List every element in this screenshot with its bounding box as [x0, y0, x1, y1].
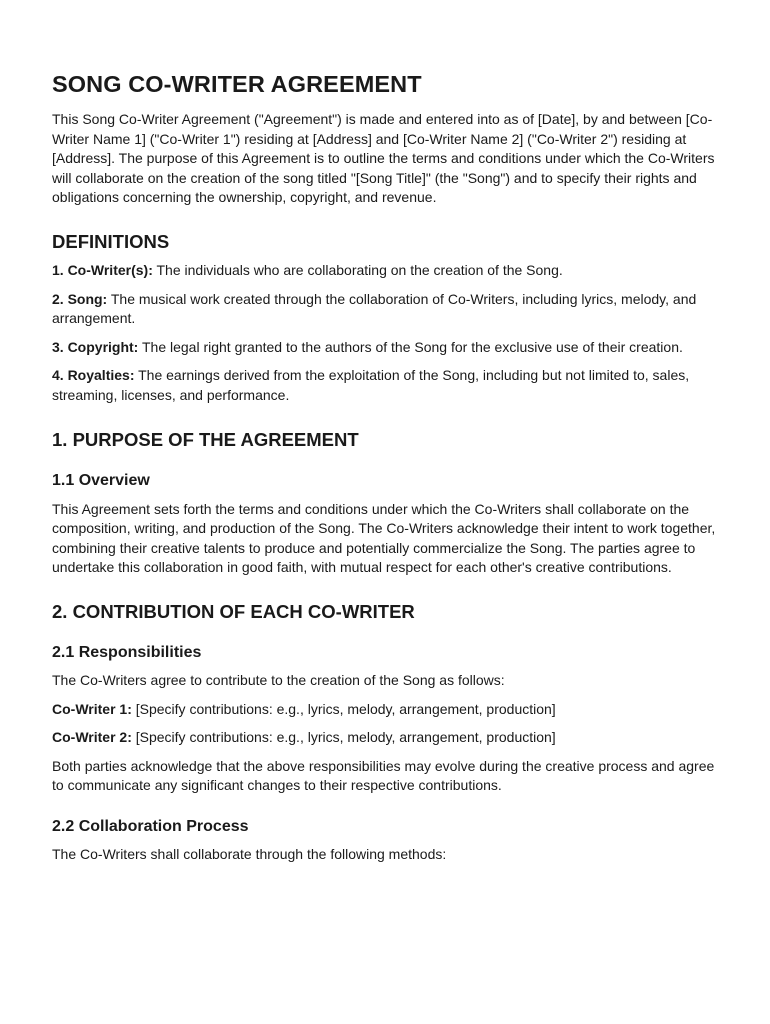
definition-text: The musical work created through the collaboration of Co-Writers, including lyrics, melody, and arrangement.	[52, 290, 697, 327]
document-title: SONG CO-WRITER AGREEMENT	[52, 71, 422, 97]
definition-term: 2. Song:	[52, 290, 108, 307]
definition-text: The legal right granted to the authors of the Song for the exclusive use of their creation.	[141, 338, 683, 355]
contribution-label: Co-Writer 2:	[52, 729, 132, 746]
definition-item	[52, 366, 718, 405]
section-2-1-heading: 2.1 Responsibilities	[52, 643, 202, 661]
section-1-1-body: This Agreement sets forth the terms and conditions under which the Co-Writers shall collaborate on the composition, writing, and production of the Song. The Co-Writers acknowledge their intent to work together, combining their creative talents to produce and potentially commercialize the Song. The parties agree to undertake this collaboration in good faith, with mutual respect for each other's creative contributions.	[52, 500, 716, 576]
definition-term: 1. Co-Writer(s):	[52, 261, 153, 278]
contribution-item	[52, 728, 718, 748]
definition-text: The individuals who are collaborating on the creation of the Song.	[156, 261, 563, 278]
definition-term: 3. Copyright:	[52, 338, 139, 355]
section-2-1-body: Both parties acknowledge that the above responsibilities may evolve during the creative process and agree to communicate any significant changes to their respective contributions.	[52, 757, 715, 794]
section-2-2-intro: The Co-Writers shall collaborate through the following methods:	[52, 845, 447, 862]
contribution-label: Co-Writer 1:	[52, 700, 132, 717]
definition-item	[52, 338, 718, 358]
section-2-2-heading: 2.2 Collaboration Process	[52, 817, 249, 835]
section-2-heading: 2. CONTRIBUTION OF EACH CO-WRITER	[52, 600, 415, 622]
contribution-text: [Specify contributions: e.g., lyrics, melody, arrangement, production]	[135, 729, 556, 746]
definition-term: 4. Royalties:	[52, 367, 135, 384]
definition-text: The earnings derived from the exploitation of the Song, including but not limited to, sales, streaming, licenses, and performance.	[52, 367, 690, 403]
definition-item	[52, 290, 718, 329]
definition-item	[52, 261, 718, 281]
contribution-item	[52, 700, 718, 720]
section-1-1-heading: 1.1 Overview	[52, 471, 150, 489]
section-2-1-intro: The Co-Writers agree to contribute to the creation of the Song as follows:	[52, 671, 505, 688]
contribution-text: [Specify contributions: e.g., lyrics, melody, arrangement, production]	[135, 700, 556, 717]
intro-paragraph: This Song Co-Writer Agreement ("Agreement") is made and entered into as of [Date], by and between [Co-Writer Name 1] ("Co-Writer 1") residing at [Address] and [Co-Writer Name 2] ("Co-Writer 2") residing at [Address]. The purpose of this Agreement is to outline the terms and conditions under which the Co-Writers will collaborate on the creation of the song titled "[Song Title]" (the "Song") and to specify their rights and obligations concerning the ownership, copyright, and revenue.	[52, 111, 715, 206]
section-1-heading: 1. PURPOSE OF THE AGREEMENT	[52, 428, 359, 450]
definitions-heading: DEFINITIONS	[52, 230, 170, 252]
